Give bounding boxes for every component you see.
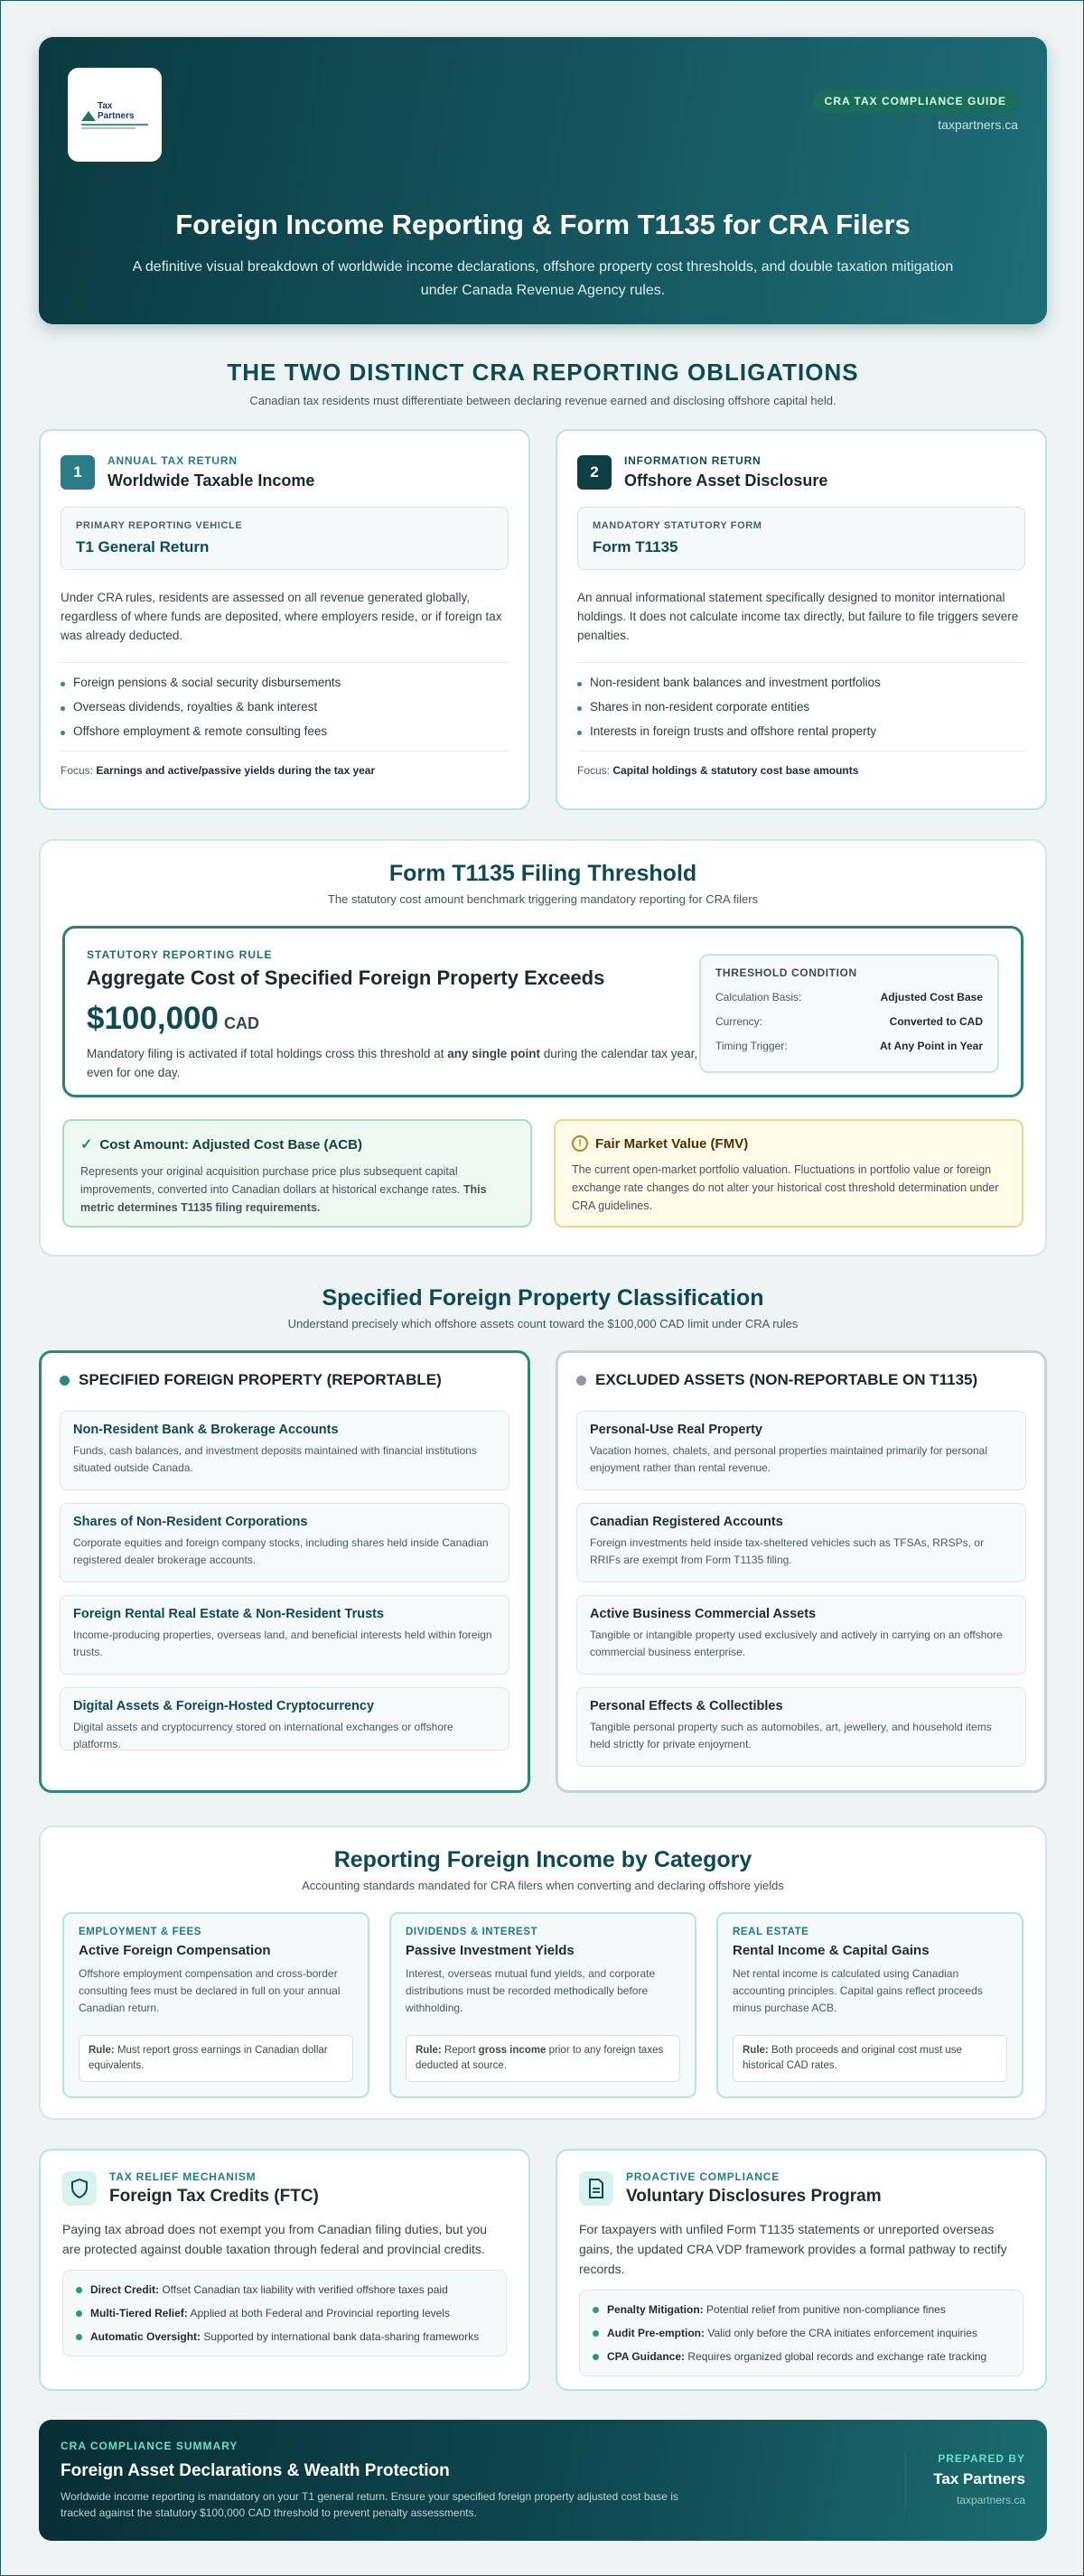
reportable-item: Shares of Non-Resident Corporations Corporate equities and foreign company stocks, including shares held inside Canadian registered dealer brokerage accounts. (60, 1503, 509, 1582)
list-item: Foreign pensions & social security disbursements (61, 670, 509, 695)
column-heading: EXCLUDED ASSETS (NON-REPORTABLE ON T1135) (595, 1371, 978, 1388)
card-focus: Focus: Capital holdings & statutory cost base amounts (577, 751, 1025, 777)
category-kicker: REAL ESTATE (733, 1927, 809, 1937)
category-text: Net rental income is calculated using Canadian accounting principles. Capital gains reflect proceeds minus purchase ACB. (733, 1967, 983, 2014)
card-kicker: INFORMATION RETURN (624, 454, 762, 467)
page-title: Foreign Income Reporting & Form T1135 for CRA Filers (175, 209, 911, 240)
obligations-subtitle: Canadian tax residents must differentiate between declaring revenue earned and disclosing offshore capital held. (249, 394, 836, 407)
vdp-title: Voluntary Disclosures Program (626, 2187, 882, 2206)
box-value: Form T1135 (593, 538, 678, 555)
shield-icon (62, 2171, 97, 2206)
acb-text: Represents your original acquisition purchase price plus subsequent capital improvements, converted into Canadian dollars at historical exchange rates. This metric determines T1135 filing requirements. (80, 1165, 487, 1214)
summary-footer (39, 2420, 1047, 2541)
threshold-rule-card (62, 926, 1023, 1097)
list-item: CPA Guidance: Requires organized global records and exchange rate tracking (593, 2345, 1010, 2368)
vdp-text: For taxpayers with unfiled Form T1135 statements or unreported overseas gains, the updated CRA VDP framework provides a formal pathway to rectify records. (579, 2222, 1007, 2276)
fmv-card (554, 1119, 1023, 1227)
logo[interactable] (68, 68, 162, 162)
statutory-form-box (577, 507, 1025, 570)
reportable-item: Digital Assets & Foreign-Hosted Cryptocurrency Digital assets and cryptocurrency stored on international exchanges or offshore platforms. (60, 1687, 509, 1750)
excluded-item: Personal Effects & Collectibles Tangible personal property such as automobiles, art, jewellery, and household items held strictly for private enjoyment. (576, 1687, 1026, 1767)
header-site-link[interactable]: taxpartners.ca (938, 117, 1018, 132)
logo-text: Tax Partners (98, 100, 135, 121)
rule-kicker: STATUTORY REPORTING RULE (87, 948, 273, 961)
condition-row: Timing Trigger: At Any Point in Year (715, 1040, 983, 1052)
ftc-title: Foreign Tax Credits (FTC) (109, 2187, 319, 2206)
category-rule: Rule: Both proceeds and original cost must use historical CAD rates. (733, 2035, 1007, 2082)
box-label: MANDATORY STATUTORY FORM (593, 520, 762, 531)
excluded-column (556, 1350, 1047, 1793)
reportable-column (39, 1350, 530, 1793)
step-number-badge: 2 (577, 455, 612, 490)
ftc-kicker: TAX RELIEF MECHANISM (109, 2170, 257, 2183)
threshold-amount: $100,000 CAD (87, 1001, 259, 1036)
list-item: Overseas dividends, royalties & bank interest (61, 695, 509, 719)
category-title: Reporting Foreign Income by Category (333, 1847, 752, 1872)
card-bullet-list (577, 662, 1025, 743)
ftc-card (39, 2149, 530, 2391)
list-item: Non-resident bank balances and investment portfolios (577, 670, 1025, 695)
card-title: Worldwide Taxable Income (107, 471, 315, 490)
step-number-badge: 1 (61, 455, 95, 490)
box-label: PRIMARY REPORTING VEHICLE (76, 520, 243, 531)
acb-card (62, 1119, 532, 1227)
list-item: Multi-Tiered Relief: Applied at both Federal and Provincial reporting levels (76, 2301, 493, 2325)
hero-header (39, 37, 1047, 324)
condition-row: Calculation Basis: Adjusted Cost Base (715, 991, 983, 1003)
list-item: Penalty Mitigation: Potential relief from punitive non-compliance fines (593, 2298, 1010, 2321)
prepared-by (905, 2452, 1025, 2510)
card-description: Under CRA rules, residents are assessed on all revenue generated globally, regardless of where funds are deposited, where employers reside, or if foreign tax was already deducted. (61, 591, 502, 642)
obligation-card-income (39, 429, 530, 810)
column-heading: SPECIFIED FOREIGN PROPERTY (REPORTABLE) (79, 1371, 442, 1388)
category-kicker: EMPLOYMENT & FEES (79, 1927, 202, 1937)
excluded-item: Active Business Commercial Assets Tangible or intangible property used exclusively and actively in carrying on an offshore commercial business enterprise. (576, 1595, 1026, 1675)
vdp-list (579, 2290, 1023, 2376)
reporting-vehicle-box (61, 507, 509, 570)
page-subtitle: A definitive visual breakdown of worldwide income declarations, offshore property cost thresholds, and double taxation mitigation under Canada Revenue Agency rules. (132, 259, 954, 298)
relief-section (39, 2149, 1047, 2391)
excluded-item: Personal-Use Real Property Vacation homes, chalets, and personal properties maintained primarily for personal enjoyment rather than rental revenue. (576, 1411, 1026, 1490)
category-card-dividends (389, 1912, 696, 2098)
category-text: Interest, overseas mutual fund yields, and corporate distributions must be recorded methodically before withholding. (406, 1967, 656, 2014)
check-icon: ✓ (80, 1137, 93, 1153)
acb-title: Cost Amount: Adjusted Cost Base (ACB) (99, 1136, 362, 1153)
category-kicker: DIVIDENDS & INTEREST (406, 1927, 538, 1937)
threshold-title: Form T1135 Filing Threshold (388, 861, 697, 886)
classification-subtitle: Understand precisely which offshore assets count toward the $100,000 CAD limit under CRA rules (287, 1317, 799, 1330)
category-title: Active Foreign Compensation (79, 1943, 271, 1958)
card-title: Offshore Asset Disclosure (624, 471, 828, 490)
threshold-note: Mandatory filing is activated if total holdings cross this threshold at any single point during the calendar tax year, even for one day. (87, 1047, 698, 1079)
category-section (39, 1825, 1047, 2120)
rule-title: Aggregate Cost of Specified Foreign Property Exceeds (87, 966, 605, 989)
footer-title: Foreign Asset Declarations & Wealth Protection (61, 2461, 450, 2480)
card-focus: Focus: Earnings and active/passive yields during the tax year (61, 751, 509, 777)
document-icon (579, 2171, 613, 2206)
card-bullet-list (61, 662, 509, 743)
fmv-title: Fair Market Value (FMV) (595, 1135, 749, 1152)
category-subtitle: Accounting standards mandated for CRA filers when converting and declaring offshore yields (302, 1879, 784, 1892)
list-item: Offshore employment & remote consulting fees (61, 719, 509, 743)
list-item: Automatic Oversight: Supported by international bank data-sharing frameworks (76, 2325, 493, 2348)
warning-icon: ! (572, 1135, 588, 1152)
classification-title: Specified Foreign Property Classification (322, 1285, 764, 1311)
threshold-condition-box (699, 954, 999, 1073)
category-card-real-estate (716, 1912, 1023, 2098)
card-description: An annual informational statement specifically designed to monitor international holdings. It does not calculate income tax directly, but failure to file triggers severe penalties. (577, 591, 1019, 642)
condition-row: Currency: Converted to CAD (715, 1015, 983, 1028)
prepared-name: Tax Partners (933, 2470, 1025, 2487)
obligation-card-assets (556, 429, 1047, 810)
footer-kicker: CRA COMPLIANCE SUMMARY (61, 2440, 238, 2452)
obligations-title: THE TWO DISTINCT CRA REPORTING OBLIGATIONS (227, 359, 859, 386)
ftc-list (62, 2270, 507, 2357)
list-item: Interests in foreign trusts and offshore rental property (577, 719, 1025, 743)
logo-mark-icon (81, 111, 96, 121)
category-text: Offshore employment compensation and cross-border consulting fees must be declared in full on your annual Canadian return. (79, 1967, 341, 2014)
vdp-kicker: PROACTIVE COMPLIANCE (626, 2170, 780, 2183)
reportable-item: Foreign Rental Real Estate & Non-Resident Trusts Income-producing properties, overseas land, and beneficial interests held within foreign trusts. (60, 1595, 509, 1675)
excluded-item: Canadian Registered Accounts Foreign investments held inside tax-sheltered vehicles such as TFSAs, RRSPs, or RRIFs are exempt from Form T1135 filing. (576, 1503, 1026, 1582)
category-rule: Rule: Must report gross earnings in Canadian dollar equivalents. (79, 2035, 353, 2082)
guide-badge: CRA TAX COMPLIANCE GUIDE (813, 89, 1018, 113)
fmv-text: The current open-market portfolio valuation. Fluctuations in portfolio value or foreign exchange rate changes do not alter your historical cost threshold determination under CRA guidelines. (572, 1163, 999, 1212)
page (39, 37, 1047, 2541)
threshold-subtitle: The statutory cost amount benchmark triggering mandatory reporting for CRA filers (327, 892, 759, 906)
category-card-employment (62, 1912, 369, 2098)
card-kicker: ANNUAL TAX RETURN (107, 454, 238, 467)
category-rule: Rule: Report gross income prior to any foreign taxes deducted at source. (406, 2035, 680, 2082)
list-item: Audit Pre-emption: Valid only before the CRA initiates enforcement inquiries (593, 2321, 1010, 2345)
excluded-dot-icon (576, 1376, 586, 1386)
category-title: Rental Income & Capital Gains (733, 1943, 930, 1958)
footer-site-link[interactable]: taxpartners.ca (956, 2494, 1025, 2506)
category-title: Passive Investment Yields (406, 1943, 575, 1958)
classification-section (39, 1285, 1047, 1793)
condition-title: THRESHOLD CONDITION (715, 966, 857, 979)
threshold-section (39, 839, 1047, 1256)
footer-text: Worldwide income reporting is mandatory on your T1 general return. Ensure your specified foreign property adjusted cost base is tracked against the statutory $100,000 CAD threshold to prevent penalty assessments. (61, 2490, 678, 2519)
reportable-item: Non-Resident Bank & Brokerage Accounts Funds, cash balances, and investment deposits maintained with financial institutions situated outside Canada. (60, 1411, 509, 1490)
list-item: Direct Credit: Offset Canadian tax liability with verified offshore taxes paid (76, 2278, 493, 2301)
list-item: Shares in non-resident corporate entities (577, 695, 1025, 719)
obligations-section (39, 359, 1047, 810)
vdp-card (556, 2149, 1047, 2391)
box-value: T1 General Return (76, 538, 210, 555)
reportable-dot-icon (60, 1376, 70, 1386)
prepared-label: PREPARED BY (938, 2452, 1025, 2465)
ftc-text: Paying tax abroad does not exempt you from Canadian filing duties, but you are protected against double taxation through federal and provincial credits. (62, 2222, 488, 2256)
